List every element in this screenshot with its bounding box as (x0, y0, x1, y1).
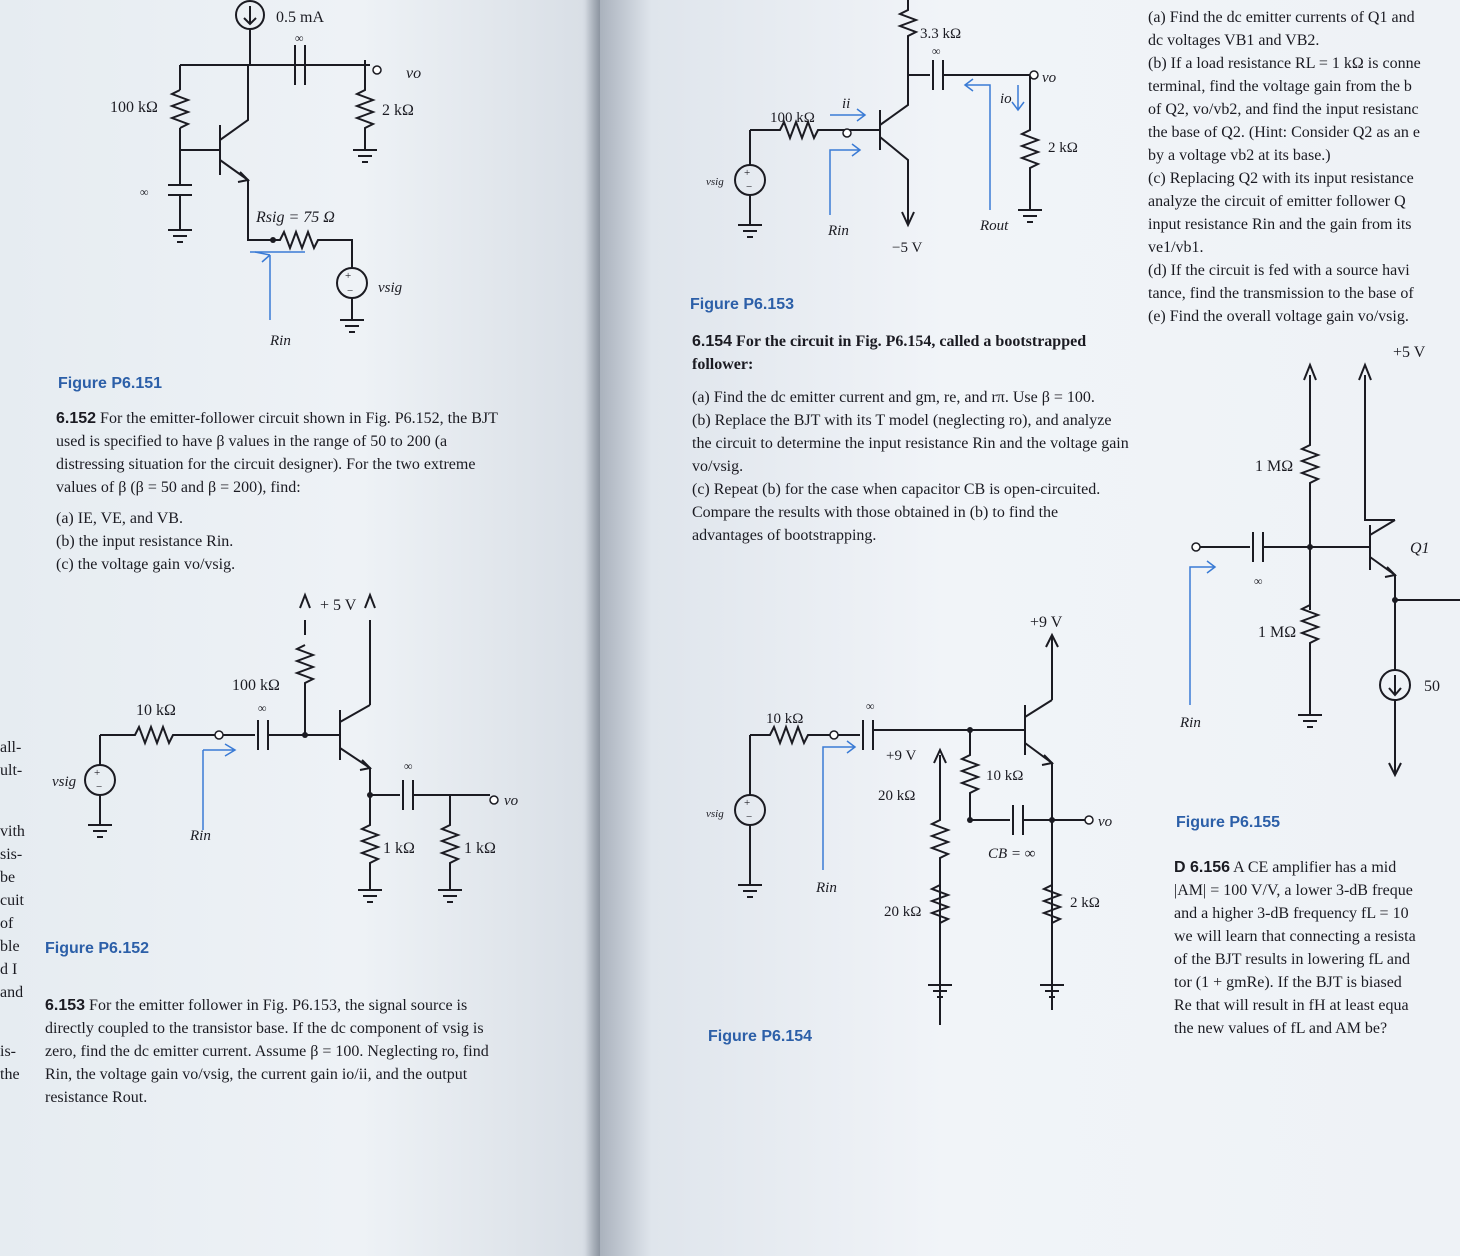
figure-p6-154-circuit (706, 605, 1150, 1025)
label-vcc: +9 V (1030, 614, 1063, 631)
label-inf: ∞ (932, 44, 941, 58)
label-2k: 2 kΩ (382, 102, 414, 119)
label-rl: 1 kΩ (464, 840, 496, 857)
svg-text:+: + (744, 797, 751, 809)
problem-6-152-parts (56, 507, 506, 576)
label-rin: Rin (816, 880, 837, 896)
right-page (600, 0, 1460, 1256)
svg-text:+: + (744, 167, 751, 179)
label-50: 50 (1424, 678, 1440, 695)
label-vsig: vsig (706, 808, 724, 820)
problem-title: For the circuit in Fig. P6.154, called a bootstrapped follower: (692, 333, 1087, 373)
problem-number: D 6.156 (1174, 859, 1231, 876)
label-q1: Q1 (1410, 540, 1430, 557)
caption-figure-p6-153: Figure P6.153 (690, 296, 795, 313)
label-vplus: + 5 V (320, 597, 357, 614)
label-100k: 100 kΩ (770, 110, 815, 126)
problem-6-154-parts (692, 386, 1132, 547)
label-10k-sig: 10 kΩ (766, 711, 804, 727)
label-inf-c1: ∞ (258, 701, 267, 715)
left-page (0, 0, 600, 1256)
label-vo: vo (1098, 814, 1113, 830)
svg-text:−: − (746, 811, 753, 823)
label-cb: CB = ∞ (988, 846, 1036, 862)
part-a: (a) IE, VE, and VB. (56, 510, 183, 527)
label-vplus: +5 V (1393, 344, 1426, 361)
label-rin: Rin (1180, 715, 1201, 731)
caption-figure-p6-151: Figure P6.151 (58, 375, 163, 392)
problem-text: For the emitter-follower circuit shown in Fig. P6.152, the BJT used is specified to have β values in the range of 50 to 200 (a distressing situation for the circuit designer). For the two extreme values of β (β = 50 and β = 200), find: (56, 410, 498, 496)
caption-figure-p6-155: Figure P6.155 (1176, 814, 1281, 831)
part-c: (c) the voltage gain vo/vsig. (56, 556, 236, 573)
label-inf-left: ∞ (140, 185, 149, 199)
problem-text: For the emitter follower in Fig. P6.153, the signal source is directly coupled to the transistor base. If the dc component of vsig is zero, find the dc emitter current. Assume β = 100. Neglecting ro, find Rin, the voltage gain vo/vsig, the current gain io/ii, and the output resistance Rout. (45, 997, 489, 1106)
label-ii: ii (842, 96, 851, 112)
part-b: (b) Replace the BJT with its T model (neglecting ro), and analyze the circuit to determine the input resistance Rin and the voltage gain vo/vsig. (692, 412, 1129, 475)
label-20k-top: 20 kΩ (878, 788, 916, 804)
part-b: (b) the input resistance Rin. (56, 533, 234, 550)
label-100k: 100 kΩ (232, 677, 280, 694)
label-rin: Rin (828, 223, 849, 239)
figure-p6-153-circuit (706, 0, 1150, 270)
label-20k-bottom: 20 kΩ (884, 904, 922, 920)
part-c: (c) Repeat (b) for the case when capacitor CB is open-circuited. Compare the results with those obtained in (b) to find the advantages of bootstrapping. (692, 481, 1101, 544)
caption-figure-p6-154: Figure P6.154 (708, 1028, 813, 1045)
label-inf: ∞ (866, 699, 875, 713)
label-io: io (1000, 91, 1012, 107)
left-edge-text: all- ult- (0, 739, 23, 779)
label-vo: vo (1042, 70, 1057, 86)
label-re: 1 kΩ (383, 840, 415, 857)
problem-number: 6.152 (56, 410, 97, 427)
label-vsig: vsig (706, 176, 724, 188)
figure-p6-152-circuit (40, 590, 520, 930)
label-9v-div: +9 V (886, 748, 917, 764)
problem-6-155-parts: (a) Find the dc emitter currents of Q1 and dc voltages VB1 and VB2. (b) If a load resistance RL = 1 kΩ is conne terminal, find the voltage gain from the b of Q2, vo/vb2, and find the input resistanc the base of Q2. (Hint: Consider Q2 as an e by a voltage vb2 at its base.) (c) Replacing Q2 with its input resistance analyze the circuit of emitter follower Q input resistance Rin and the gain from its ve1/vb1. (d) If the circuit is fed with a source havi tance, find the transmission to the base of (e) Find the overall voltage gain vo/vsig. (1148, 9, 1421, 325)
left-edge-text-2: vith sis- be cuit of ble d I and (0, 823, 25, 1001)
label-100k: 100 kΩ (110, 99, 158, 116)
svg-text:−: − (746, 181, 753, 193)
label-inf: ∞ (1254, 574, 1263, 588)
label-vo: vo (406, 65, 422, 82)
label-2k: 2 kΩ (1070, 895, 1100, 911)
problem-number: 6.153 (45, 997, 86, 1014)
label-vsig: vsig (52, 774, 77, 790)
problem-6-152 (56, 407, 506, 499)
label-vsig: vsig (378, 280, 403, 296)
label-vneg: −5 V (892, 240, 923, 256)
label-rin: Rin (190, 828, 211, 844)
svg-text:−: − (96, 781, 103, 793)
label-vo: vo (504, 793, 519, 809)
label-rin: Rin (270, 333, 291, 349)
label-rsig: Rsig = 75 Ω (256, 209, 335, 226)
label-inf-c2: ∞ (404, 759, 413, 773)
label-rout: Rout (980, 218, 1009, 234)
figure-p6-155-circuit (1180, 335, 1460, 790)
problem-number: 6.154 (692, 333, 733, 350)
label-inf-top: ∞ (295, 31, 304, 45)
svg-text:+: + (345, 270, 352, 282)
label-10k: 10 kΩ (986, 768, 1024, 784)
problem-6-153 (45, 994, 495, 1109)
label-current-source: 0.5 mA (276, 9, 324, 26)
label-10k: 10 kΩ (136, 702, 176, 719)
problem-6-154 (692, 330, 1132, 376)
left-edge-text-3: is- the (0, 1043, 20, 1083)
part-a: (a) Find the dc emitter current and gm, re, and rπ. Use β = 100. (692, 389, 1095, 406)
label-3-3k: 3.3 kΩ (920, 26, 962, 42)
label-2k: 2 kΩ (1048, 140, 1078, 156)
svg-text:+: + (94, 767, 101, 779)
svg-text:−: − (347, 285, 354, 297)
label-1m-bottom: 1 MΩ (1258, 624, 1297, 641)
label-1m-top: 1 MΩ (1255, 458, 1294, 475)
figure-p6-151-circuit (90, 0, 510, 360)
problem-6-156: D 6.156 A CE amplifier has a mid |AM| = 100 V/V, a lower 3-dB freque and a higher 3-dB frequency fL = 10 we will learn that connecting a resista of the BJT results in lowering fL and tor (1 + gmRe). If the BJT is biased Re that will result in fH at least equa the new values of fL and AM be? (1174, 859, 1416, 1037)
caption-figure-p6-152: Figure P6.152 (45, 940, 150, 957)
